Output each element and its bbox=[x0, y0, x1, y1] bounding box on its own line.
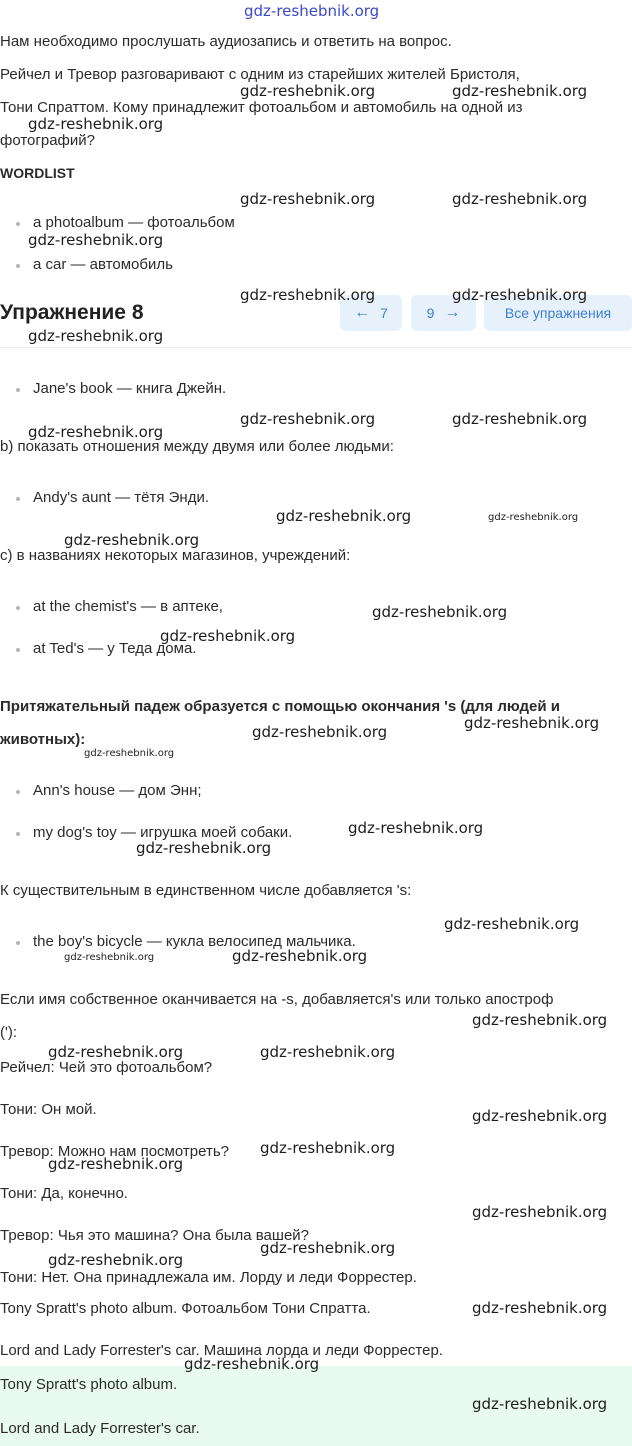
watermark: gdz-reshebnik.org bbox=[28, 231, 164, 249]
list-item: Andy's aunt — тётя Энди. bbox=[33, 489, 209, 506]
list-item: the boy's bicycle — кукла велосипед мальчика. bbox=[33, 933, 356, 950]
list-item: at the chemist's — в аптеке, bbox=[33, 598, 223, 615]
wordlist-heading: WORDLIST bbox=[0, 165, 75, 181]
watermark: gdz-reshebnik.org bbox=[240, 410, 376, 428]
list-item: my dog's toy — игрушка моей собаки. bbox=[33, 824, 293, 841]
watermark: gdz-reshebnik.org bbox=[444, 915, 580, 933]
translation-line: Lord and Lady Forrester's car. Машина лорда и леди Форрестер. bbox=[0, 1342, 443, 1359]
watermark: gdz-reshebnik.org bbox=[452, 190, 588, 208]
arrow-left-icon: ← bbox=[354, 304, 371, 321]
watermark: gdz-reshebnik.org bbox=[84, 748, 175, 759]
answer-line: Lord and Lady Forrester's car. bbox=[0, 1420, 200, 1437]
exercise-title: Упражнение 8 bbox=[0, 301, 144, 324]
watermark: gdz-reshebnik.org bbox=[240, 82, 376, 100]
rule-text: ('): bbox=[0, 1024, 18, 1041]
list-item: Jane's book — книга Джейн. bbox=[33, 380, 227, 397]
translation-line: Tony Spratt's photo album. Фотоальбом Тони Спратта. bbox=[0, 1300, 371, 1317]
intro-line: фотографий? bbox=[0, 132, 95, 149]
rule-text: Если имя собственное оканчивается на -s, добавляется's или только апостроф bbox=[0, 991, 554, 1008]
watermark: gdz-reshebnik.org bbox=[48, 1251, 184, 1269]
rule-bold: Притяжательный падеж образуется с помощью окончания 's (для людей и bbox=[0, 698, 560, 715]
next-exercise-label: 9 bbox=[426, 305, 435, 321]
answer-line: Tony Spratt's photo album. bbox=[0, 1376, 178, 1393]
watermark: gdz-reshebnik.org bbox=[240, 286, 376, 304]
watermark: gdz-reshebnik.org bbox=[232, 947, 368, 965]
rule-text: c) в названиях некоторых магазинов, учреждений: bbox=[0, 547, 351, 564]
watermark: gdz-reshebnik.org bbox=[48, 1043, 184, 1061]
bullet bbox=[16, 832, 20, 836]
watermark: gdz-reshebnik.org bbox=[240, 190, 376, 208]
watermark: gdz-reshebnik.org bbox=[452, 286, 588, 304]
bullet bbox=[16, 222, 20, 226]
all-exercises-label: Все упражнения bbox=[504, 305, 612, 321]
watermark: gdz-reshebnik.org bbox=[488, 512, 579, 523]
dialogue-line: Тони: Да, конечно. bbox=[0, 1185, 128, 1202]
bullet bbox=[16, 790, 20, 794]
dialogue-line: Тони: Он мой. bbox=[0, 1101, 97, 1118]
watermark: gdz-reshebnik.org bbox=[472, 1011, 608, 1029]
watermark: gdz-reshebnik.org bbox=[452, 410, 588, 428]
dialogue-line: Тревор: Можно нам посмотреть? bbox=[0, 1143, 229, 1160]
list-item: at Ted's — у Теда дома. bbox=[33, 640, 197, 657]
dialogue-line: Тони: Нет. Она принадлежала им. Лорду и леди Форрестер. bbox=[0, 1269, 417, 1286]
list-item: Ann's house — дом Энн; bbox=[33, 782, 202, 799]
watermark: gdz-reshebnik.org bbox=[472, 1299, 608, 1317]
rule-text: b) показать отношения между двумя или более людьми: bbox=[0, 438, 394, 455]
watermark: gdz-reshebnik.org bbox=[64, 952, 155, 963]
watermark: gdz-reshebnik.org bbox=[260, 1139, 396, 1157]
watermark: gdz-reshebnik.org bbox=[472, 1203, 608, 1221]
dialogue-line: Рейчел: Чей это фотоальбом? bbox=[0, 1059, 213, 1076]
watermark: gdz-reshebnik.org bbox=[28, 115, 164, 133]
watermark: gdz-reshebnik.org bbox=[472, 1107, 608, 1125]
watermark: gdz-reshebnik.org bbox=[276, 507, 412, 525]
watermark: gdz-reshebnik.org bbox=[260, 1239, 396, 1257]
watermark: gdz-reshebnik.org bbox=[136, 839, 272, 857]
list-item: a photoalbum — фотоальбом bbox=[33, 214, 235, 231]
watermark: gdz-reshebnik.org bbox=[48, 1155, 184, 1173]
bullet bbox=[16, 648, 20, 652]
rule-text: К существительным в единственном числе добавляется 's: bbox=[0, 882, 412, 899]
list-item: a car — автомобиль bbox=[33, 256, 173, 273]
watermark: gdz-reshebnik.org bbox=[252, 723, 388, 741]
watermark: gdz-reshebnik.org bbox=[64, 531, 200, 549]
bullet bbox=[16, 941, 20, 945]
arrow-right-icon: → bbox=[444, 304, 461, 321]
watermark: gdz-reshebnik.org bbox=[348, 819, 484, 837]
rule-bold: животных): bbox=[0, 731, 86, 748]
intro-line: Рейчел и Тревор разговаривают с одним из старейших жителей Бристоля, bbox=[0, 66, 520, 83]
watermark: gdz-reshebnik.org bbox=[28, 327, 164, 345]
bullet bbox=[16, 606, 20, 610]
watermark: gdz-reshebnik.org bbox=[464, 714, 600, 732]
divider bbox=[0, 347, 632, 348]
watermark: gdz-reshebnik.org bbox=[472, 1395, 608, 1413]
dialogue-line: Тревор: Чья это машина? Она была вашей? bbox=[0, 1227, 310, 1244]
watermark: gdz-reshebnik.org bbox=[244, 2, 380, 20]
watermark: gdz-reshebnik.org bbox=[160, 627, 296, 645]
bullet bbox=[16, 497, 20, 501]
watermark: gdz-reshebnik.org bbox=[28, 423, 164, 441]
watermark: gdz-reshebnik.org bbox=[184, 1355, 320, 1373]
bullet bbox=[16, 388, 20, 392]
watermark: gdz-reshebnik.org bbox=[452, 82, 588, 100]
watermark: gdz-reshebnik.org bbox=[260, 1043, 396, 1061]
prev-exercise-label: 7 bbox=[380, 305, 388, 321]
intro-line: Тони Спраттом. Кому принадлежит фотоальбом и автомобиль на одной из bbox=[0, 99, 523, 116]
intro-line: Нам необходимо прослушать аудиозапись и ответить на вопрос. bbox=[0, 33, 452, 50]
watermark: gdz-reshebnik.org bbox=[372, 603, 508, 621]
bullet bbox=[16, 264, 20, 268]
